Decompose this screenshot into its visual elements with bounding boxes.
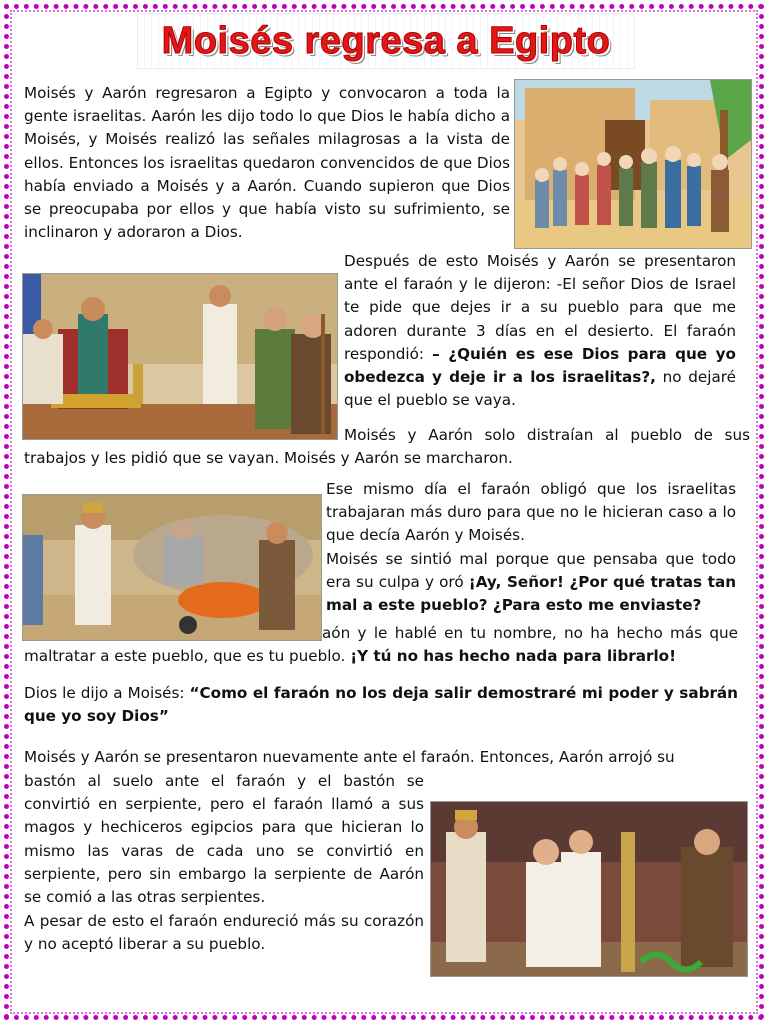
paragraph-7 [24,682,738,728]
paragraph-8: Moisés y Aarón se presentaron nuevamente ante el faraón. Entonces, Aarón arrojó su [24,748,675,766]
paragraph-6 [24,622,738,668]
paragraph-4: Ese mismo día el faraón obligó que los israelitas trabajaran más duro para que no le hicieran caso a lo que decía Aarón y Moisés. [326,480,736,545]
paragraph-5 [326,548,736,618]
israelites-gathering-illustration [514,79,752,249]
serpent-staff-illustration [430,801,748,977]
page-title: Moisés regresa a Egipto [161,20,611,62]
paragraph-7-text-a: Dios le dijo a Moisés: [24,684,190,702]
paragraph-7-god-quote: “Como el faraón no los deja salir demostraré mi poder y sabrán que yo soy Dios” [24,684,738,726]
paragraph-5-prayer: ¡Ay, Señor! ¿Por qué tratas tan mal a este pueblo? ¿Para esto me enviaste? [326,573,737,615]
paragraph-10: A pesar de esto el faraón endureció más su corazón y no aceptó liberar a su pueblo. [24,912,424,954]
paragraph-2-text-b: no dejaré que el pueblo se vaya. [344,368,737,410]
paragraph-2 [344,250,736,412]
paragraph-9: bastón al suelo ante el faraón y el bastón se convirtió en serpiente, pero el faraón llamó a sus magos y hechiceros egipcios para que hicieran lo mismo las varas de cada uno se convirtió en serpiente, pero sin embargo la serpiente de Aarón se comió a las otras serpientes. [24,772,424,907]
paragraph-2-text-a: Después de esto Moisés y Aarón se presentaron ante el faraón y le dijeron: -El señor Dios de Israel te pide que dejes ir a su pueblo para que me adoren durante 3 días en el desierto. El faraón respondió: [344,252,736,363]
paragraph-2-pharaoh-quote: – ¿Quién es ese Dios para que yo obedezca y deje ir a los israelitas?, [344,344,736,387]
paragraph-6-exclamation: ¡Y tú no has hecho nada para librarlo! [350,647,677,666]
brick-labor-illustration [22,494,322,641]
paragraph-5-text-a: Moisés se sintió mal porque que pensaba que todo era su culpa y oró [326,550,736,592]
pharaoh-throne-illustration [22,273,338,440]
paragraph-1: Moisés y Aarón regresaron a Egipto y convocaron a toda la gente israelitas. Aarón les dijo todo lo que Dios le había dicho a Moisés, y Moisés realizó las señales milagrosas a la vista de ellos. Entonces los israelitas quedaron convencidos de que Dios había enviado a Moisés y a Aarón. Cuando supieron que Dios se preocupaba por ellos y que había visto su sufrimiento, se inclinaron y adoraron a Dios. [24,84,510,242]
paragraph-6-text-a: aón y le hablé en tu nombre, no ha hecho más que maltratar a este pueblo, que es tu pueblo. [24,624,738,666]
paragraph-3: Moisés y Aarón solo distraían al pueblo de sus trabajos y les pidió que se vayan. Moisés y Aarón se marcharon. [24,426,750,468]
